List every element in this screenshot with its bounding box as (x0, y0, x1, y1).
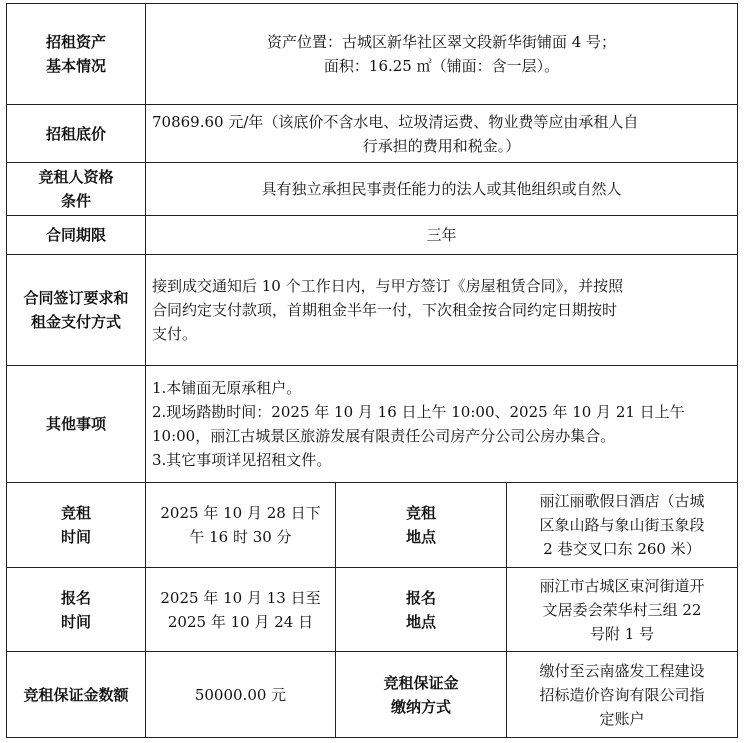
row-deposit (7, 652, 738, 738)
signup-time-value (146, 568, 336, 652)
contract-line-1: 接到成交通知后 10 个工作日内，与甲方签订《房屋租赁合同》，并按照 (152, 277, 624, 295)
other-header: 其他事项 (7, 366, 146, 483)
bid-place-header-line-1: 竞租 (405, 504, 436, 522)
deposit-amount-header: 竞租保证金数额 (7, 652, 146, 738)
bid-place-value (507, 483, 738, 568)
deposit-method-line-3: 定账户 (599, 709, 645, 728)
asset-area: 面积：16.25 ㎡（铺面：含一层）。 (323, 57, 560, 75)
bid-time-line-2: 午 16 时 30 分 (189, 528, 292, 546)
other-line-4: 3.其它事项详见招租文件。 (152, 451, 332, 469)
signup-place-header (336, 568, 507, 652)
row-term (7, 216, 738, 255)
qualification-header-line-1: 竞租人资格 (38, 168, 114, 186)
bid-place-line-1: 丽江丽歌假日酒店（古城 (539, 492, 705, 510)
signup-time-line-1: 2025 年 10 月 13 日至 (160, 588, 321, 607)
asset-details (146, 4, 738, 105)
contract-header-line-1: 合同签订要求和 (23, 289, 129, 307)
deposit-method-header (336, 652, 507, 738)
other-line-1: 1.本铺面无原承租户。 (152, 379, 302, 397)
row-other (7, 366, 738, 483)
rental-info-table (6, 3, 738, 738)
signup-time-line-2: 2025 年 10 月 24 日 (167, 612, 314, 631)
other-line-2: 2.现场踏勘时间：2025 年 10 月 16 日上午 10:00、2025 年 10 月 21 日上午 (152, 403, 685, 421)
signup-time-header (7, 568, 146, 652)
asset-header-line-2: 基本情况 (45, 57, 106, 75)
bid-time-header-line-1: 竞租 (60, 504, 91, 522)
row-signup (7, 568, 738, 652)
deposit-method-header-line-2: 缴纳方式 (390, 697, 451, 716)
signup-place-line-2: 文居委会荣华村三组 22 (542, 600, 702, 619)
contract-line-3: 支付。 (152, 325, 198, 343)
bid-place-line-3: 2 巷交叉口东 260 米） (543, 540, 701, 558)
row-qualification (7, 163, 738, 216)
other-line-3: 10:00，丽江古城景区旅游发展有限责任公司房产分公司公房办集合。 (152, 427, 616, 445)
bid-time-line-1: 2025 年 10 月 28 日下 (160, 504, 321, 522)
term-text: 三年 (146, 216, 738, 255)
qualification-text: 具有独立承担民事责任能力的法人或其他组织或自然人 (146, 163, 738, 216)
row-contract (7, 255, 738, 366)
deposit-method-line-2: 招标造价咨询有限公司指 (539, 685, 705, 704)
bid-time-header (7, 483, 146, 568)
contract-header (7, 255, 146, 366)
deposit-method-line-1: 缴付至云南盛发工程建设 (539, 661, 705, 680)
asset-header-line-1: 招租资产 (45, 33, 106, 51)
signup-place-line-1: 丽江市古城区束河街道开 (539, 576, 705, 595)
contract-line-2: 合同约定支付款项，首期租金半年一付，下次租金按合同约定日期按时 (152, 301, 618, 319)
contract-header-line-2: 租金支付方式 (30, 313, 121, 331)
qualification-header-line-2: 条件 (60, 192, 91, 210)
row-base-price (7, 105, 738, 163)
deposit-method-header-line-1: 竞租保证金 (383, 673, 459, 692)
signup-place-line-3: 号附 1 号 (589, 624, 655, 643)
term-header: 合同期限 (7, 216, 146, 255)
base-price-value (146, 105, 738, 163)
deposit-amount-value: 50000.00 元 (146, 652, 336, 738)
signup-place-header-line-2: 地点 (405, 612, 436, 631)
bid-time-value (146, 483, 336, 568)
base-price-line-2: 行承担的费用和税金。） (362, 136, 521, 155)
bid-place-header (336, 483, 507, 568)
row-bid (7, 483, 738, 568)
signup-time-header-line-1: 报名 (60, 588, 91, 607)
asset-location: 资产位置：古城区新华社区翠文段新华街铺面 4 号； (266, 33, 617, 51)
row-asset (7, 4, 738, 105)
signup-place-header-line-1: 报名 (405, 588, 436, 607)
contract-text (146, 255, 738, 366)
deposit-method-value (507, 652, 738, 738)
qualification-header (7, 163, 146, 216)
asset-header (7, 4, 146, 105)
bid-place-header-line-2: 地点 (405, 528, 436, 546)
bid-place-line-2: 区象山路与象山街玉象段 (539, 516, 705, 534)
signup-place-value (507, 568, 738, 652)
base-price-header: 招租底价 (7, 105, 146, 163)
base-price-line-1: 70869.60 元/年（该底价不含水电、垃圾清运费、物业费等应由承租人自 (152, 112, 639, 131)
signup-time-header-line-2: 时间 (60, 612, 91, 631)
bid-time-header-line-2: 时间 (60, 528, 91, 546)
other-text (146, 366, 738, 483)
